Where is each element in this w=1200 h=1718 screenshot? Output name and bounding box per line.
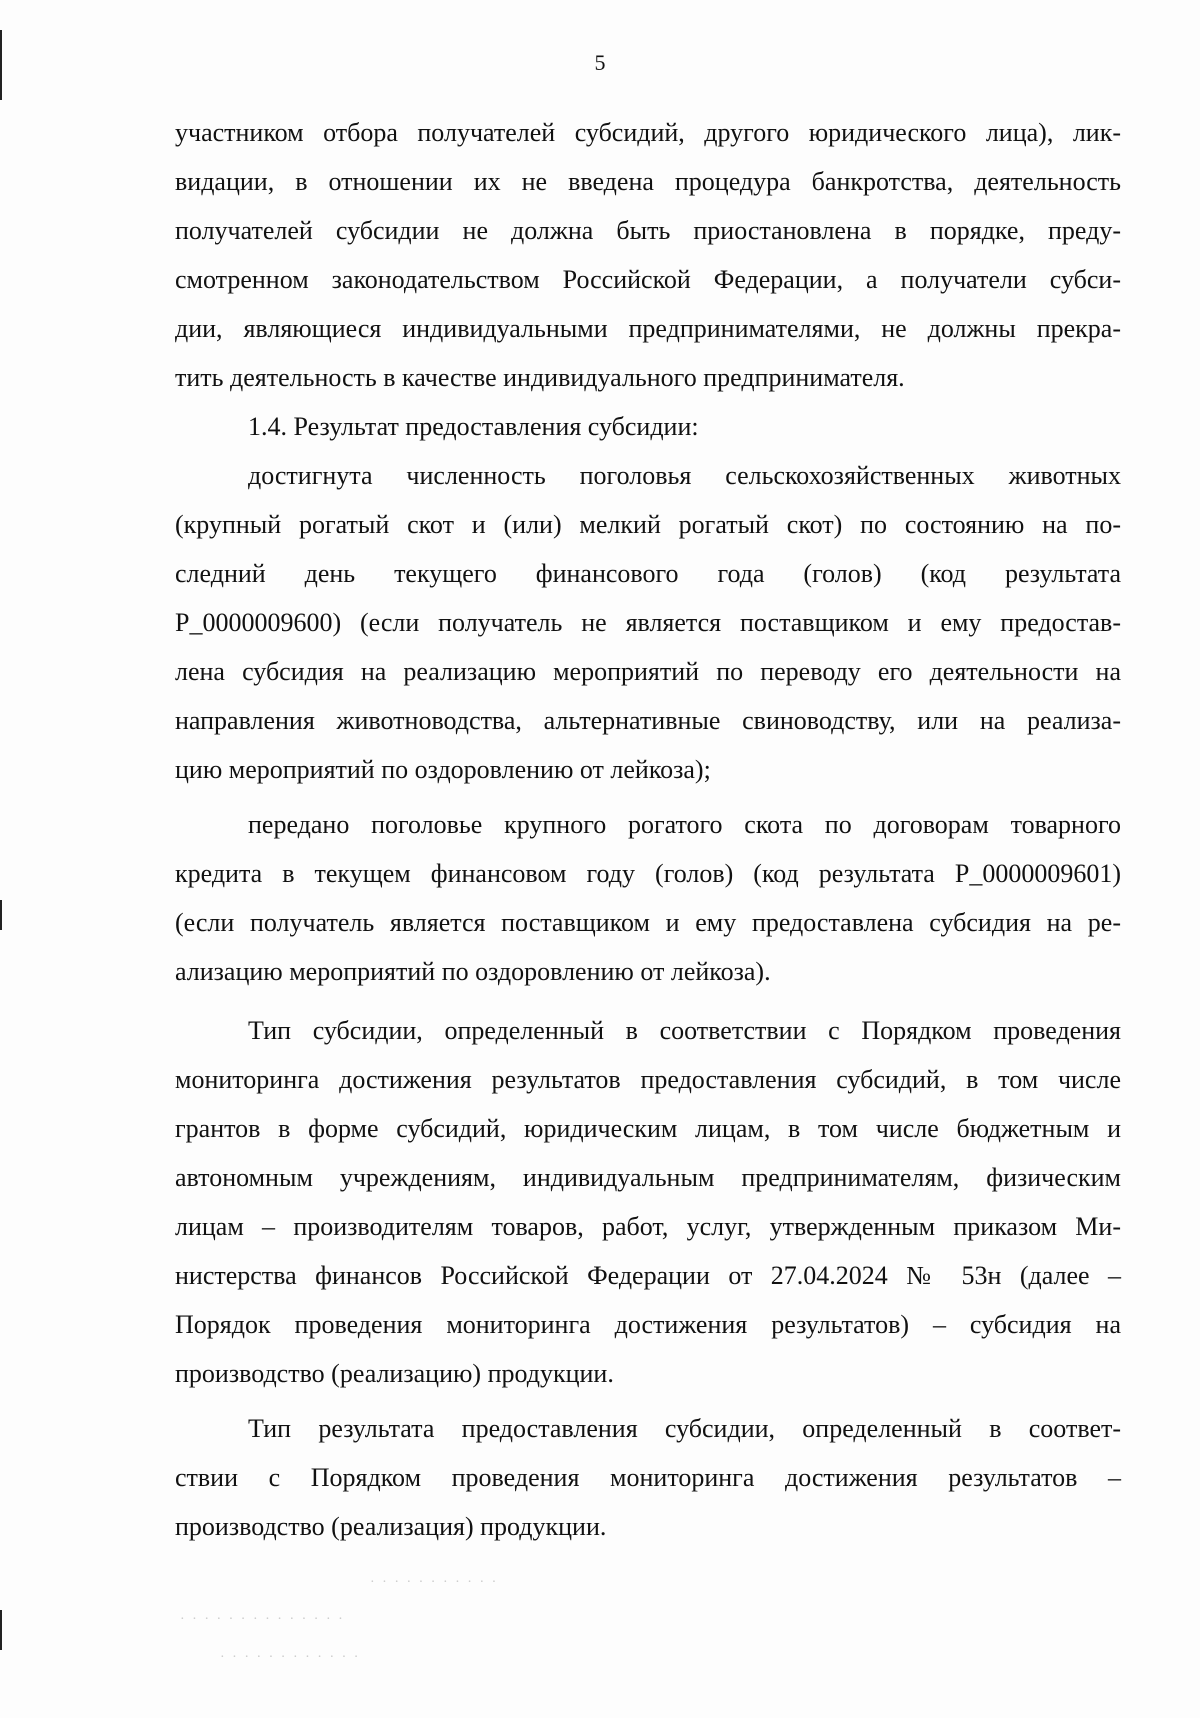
- text-line: участником отбора получателей субсидий, другого юридического лица), лик-: [175, 118, 1121, 147]
- text-line: ализацию мероприятий по оздоровлению от лейкоза).: [175, 957, 771, 986]
- text-line: Тип результата предоставления субсидии, определенный в соответ-: [248, 1414, 1121, 1443]
- paragraph: [175, 1006, 1121, 1398]
- text-line: направления животноводства, альтернативные свиноводству, или на реализа-: [175, 706, 1121, 735]
- text-line: 1.4. Результат предоставления субсидии:: [248, 412, 699, 441]
- text-line: ствии с Порядком проведения мониторинга достижения результатов –: [175, 1463, 1121, 1492]
- text-line: грантов в форме субсидий, юридическим лицам, в том числе бюджетным и: [175, 1114, 1121, 1143]
- section-heading: [175, 402, 1121, 451]
- document-body: [175, 108, 1121, 1551]
- text-line: передано поголовье крупного рогатого скота по договорам товарного: [248, 810, 1121, 839]
- scan-edge-mark: [0, 1610, 2, 1650]
- paragraph: [175, 451, 1121, 794]
- scan-noise: · · · · · · · · · · ·: [370, 1575, 499, 1590]
- text-line: смотренном законодательством Российской Федерации, а получатели субси-: [175, 265, 1121, 294]
- text-line: P_0000009600) (если получатель не является поставщиком и ему предостав-: [175, 608, 1121, 637]
- page-number: 5: [594, 50, 606, 75]
- text-line: тить деятельность в качестве индивидуального предпринимателя.: [175, 363, 905, 392]
- text-line: лицам – производителям товаров, работ, услуг, утвержденным приказом Ми-: [175, 1212, 1121, 1241]
- text-line: производство (реализация) продукции.: [175, 1512, 607, 1541]
- text-line: дии, являющиеся индивидуальными предпринимателями, не должны прекра-: [175, 314, 1121, 343]
- text-line: производство (реализацию) продукции.: [175, 1359, 614, 1388]
- text-line: автономным учреждениям, индивидуальным предпринимателям, физическим: [175, 1163, 1121, 1192]
- text-line: кредита в текущем финансовом году (голов) (код результата P_0000009601): [175, 859, 1121, 888]
- text-line: мониторинга достижения результатов предоставления субсидий, в том числе: [175, 1065, 1121, 1094]
- text-line: Порядок проведения мониторинга достижения результатов) – субсидия на: [175, 1310, 1121, 1339]
- paragraph: [175, 1404, 1121, 1551]
- text-line: Тип субсидии, определенный в соответствии с Порядком проведения: [248, 1016, 1121, 1045]
- text-line: (крупный рогатый скот и (или) мелкий рогатый скот) по состоянию на по-: [175, 510, 1121, 539]
- text-line: цию мероприятий по оздоровлению от лейкоза);: [175, 755, 711, 784]
- paragraph: [175, 108, 1121, 402]
- text-line: (если получатель является поставщиком и ему предоставлена субсидия на ре-: [175, 908, 1121, 937]
- text-line: лена субсидия на реализацию мероприятий по переводу его деятельности на: [175, 657, 1121, 686]
- text-line: достигнута численность поголовья сельскохозяйственных животных: [248, 461, 1121, 490]
- text-line: получателей субсидии не должна быть приостановлена в порядке, преду-: [175, 216, 1121, 245]
- scan-noise: · · · · · · · · · · · · · ·: [180, 1612, 345, 1627]
- scan-edge-mark: [0, 900, 2, 930]
- text-line: видации, в отношении их не введена процедура банкротства, деятельность: [175, 167, 1121, 196]
- text-line: нистерства финансов Российской Федерации от 27.04.2024 № 53н (далее –: [175, 1261, 1121, 1290]
- text-line: следний день текущего финансового года (голов) (код результата: [175, 559, 1121, 588]
- scan-noise: · · · · · · · · · · · ·: [220, 1650, 361, 1665]
- paragraph: [175, 800, 1121, 996]
